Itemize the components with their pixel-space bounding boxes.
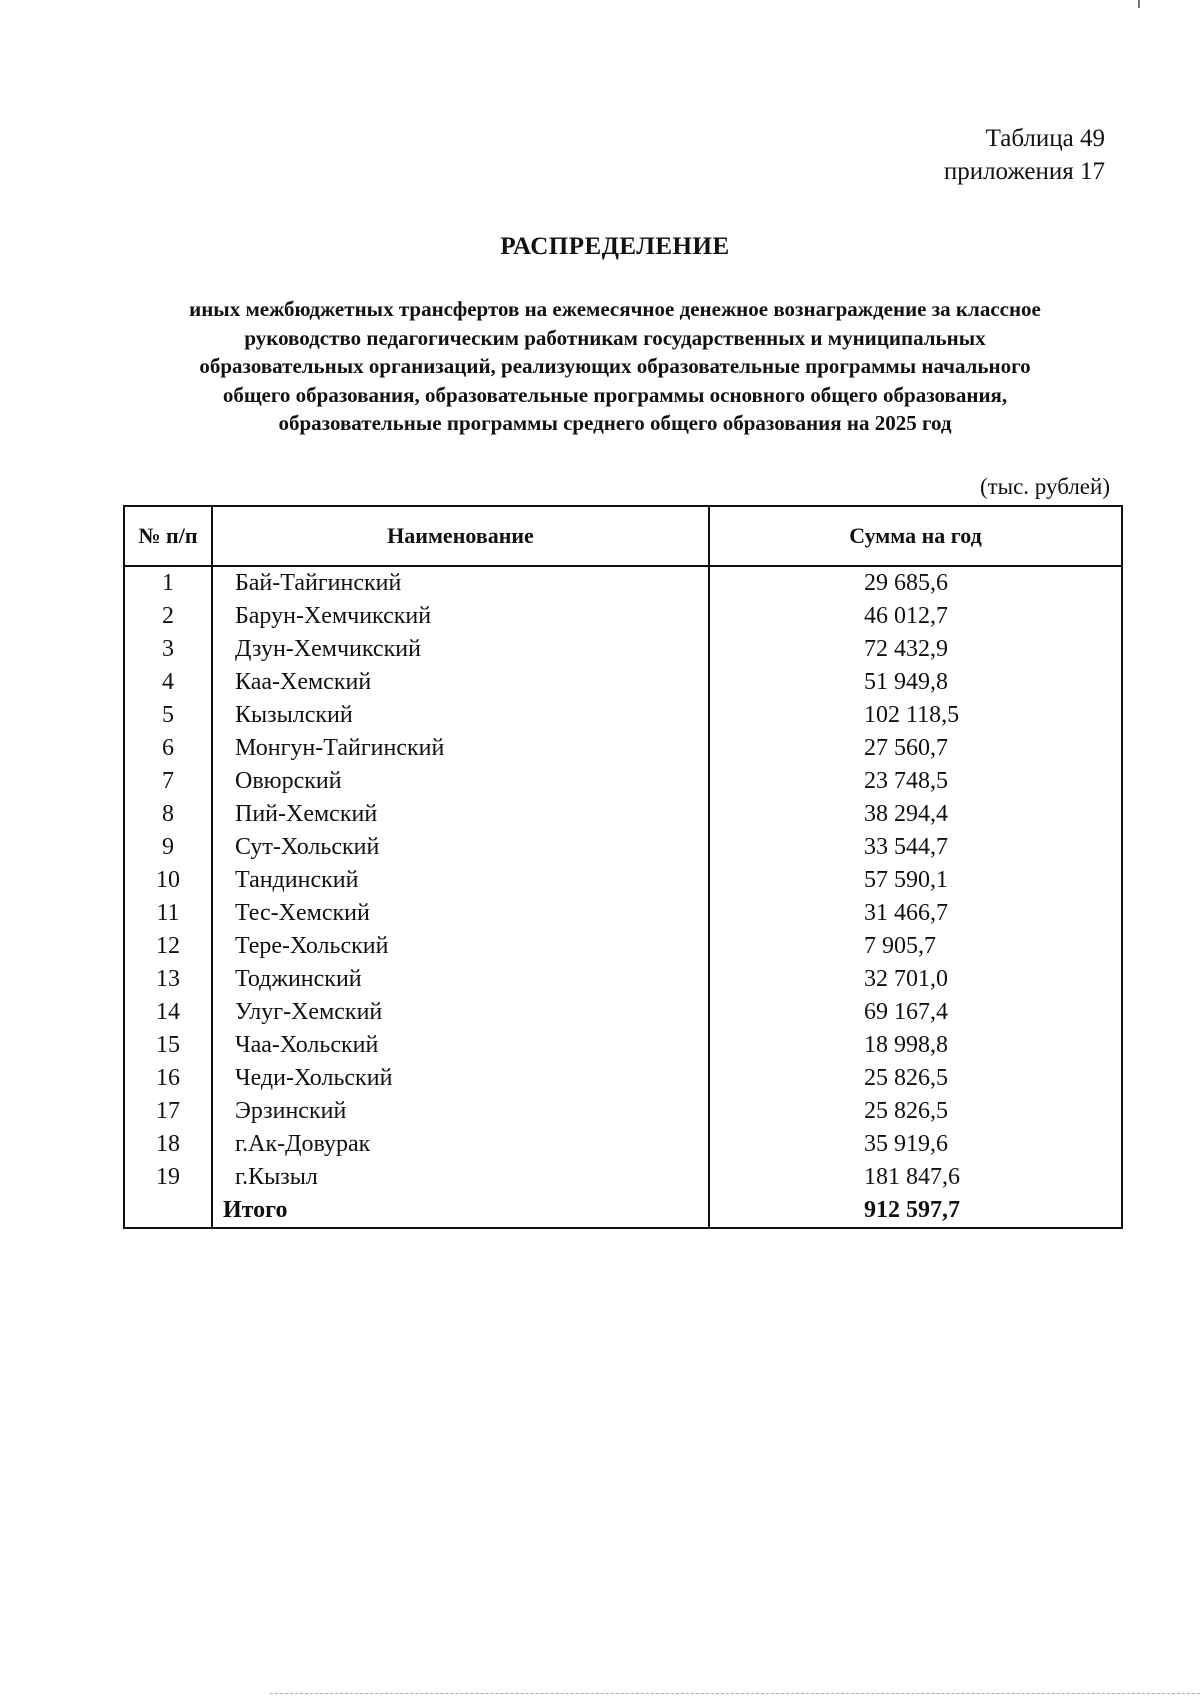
table-number: Таблица 49 (985, 125, 1105, 152)
row-name: Барун-Хемчикский (212, 600, 709, 633)
row-number: 4 (124, 666, 212, 699)
units-label: (тыс. рублей) (979, 474, 1110, 499)
table-row (124, 1128, 1122, 1161)
row-name: Эрзинский (212, 1095, 709, 1128)
row-sum: 7 905,7 (709, 930, 1122, 963)
table-row (124, 1029, 1122, 1062)
row-number: 5 (124, 699, 212, 732)
row-number: 13 (124, 963, 212, 996)
row-name: Тес-Хемский (212, 897, 709, 930)
row-number: 6 (124, 732, 212, 765)
row-number: 15 (124, 1029, 212, 1062)
row-sum: 46 012,7 (709, 600, 1122, 633)
row-sum: 31 466,7 (709, 897, 1122, 930)
table-row (124, 864, 1122, 897)
row-number: 3 (124, 633, 212, 666)
subtitle-line: образовательные программы среднего общего образования на 2025 год (278, 411, 952, 435)
row-name: Тандинский (212, 864, 709, 897)
table-row (124, 798, 1122, 831)
row-number: 16 (124, 1062, 212, 1095)
row-sum: 27 560,7 (709, 732, 1122, 765)
table-row (124, 666, 1122, 699)
table-row (124, 765, 1122, 798)
row-name: Чеди-Хольский (212, 1062, 709, 1095)
distribution-table (123, 505, 1123, 1229)
table-row (124, 633, 1122, 666)
total-sum: 912 597,7 (709, 1194, 1122, 1228)
row-number: 14 (124, 996, 212, 1029)
row-number: 17 (124, 1095, 212, 1128)
row-sum: 18 998,8 (709, 1029, 1122, 1062)
subtitle-line: руководство педагогическим работникам государственных и муниципальных (244, 325, 986, 350)
row-name: Овюрский (212, 765, 709, 798)
row-number: 18 (124, 1128, 212, 1161)
row-number: 19 (124, 1161, 212, 1194)
table-row (124, 566, 1122, 600)
table-row (124, 1062, 1122, 1095)
header-sum: Сумма на год (709, 506, 1122, 566)
row-sum: 57 590,1 (709, 864, 1122, 897)
row-sum: 51 949,8 (709, 666, 1122, 699)
row-sum: 69 167,4 (709, 996, 1122, 1029)
row-number: 10 (124, 864, 212, 897)
row-sum: 32 701,0 (709, 963, 1122, 996)
row-sum: 33 544,7 (709, 831, 1122, 864)
document-subtitle (120, 295, 1110, 438)
table-reference (944, 122, 1105, 188)
row-name: Сут-Хольский (212, 831, 709, 864)
row-sum: 35 919,6 (709, 1128, 1122, 1161)
row-sum: 181 847,6 (709, 1161, 1122, 1194)
row-number: 1 (124, 566, 212, 600)
table-row (124, 897, 1122, 930)
row-number: 7 (124, 765, 212, 798)
row-name: г.Ак-Довурак (212, 1128, 709, 1161)
row-number: 11 (124, 897, 212, 930)
row-name: Дзун-Хемчикский (212, 633, 709, 666)
row-name: Каа-Хемский (212, 666, 709, 699)
table-header-row (124, 506, 1122, 566)
subtitle-line: иных межбюджетных трансфертов на ежемесячное денежное вознаграждение за классное (189, 297, 1041, 321)
table-row (124, 996, 1122, 1029)
row-name: Пий-Хемский (212, 798, 709, 831)
row-name: Кызылский (212, 699, 709, 732)
document-title: РАСПРЕДЕЛЕНИЕ (500, 233, 730, 260)
row-sum: 38 294,4 (709, 798, 1122, 831)
total-number-cell (124, 1194, 212, 1228)
scan-artifact (1138, 0, 1140, 8)
row-sum: 72 432,9 (709, 633, 1122, 666)
table-row (124, 1161, 1122, 1194)
table-row (124, 1095, 1122, 1128)
row-name: Тере-Хольский (212, 930, 709, 963)
table-row (124, 963, 1122, 996)
row-name: Тоджинский (212, 963, 709, 996)
row-name: Монгун-Тайгинский (212, 732, 709, 765)
row-number: 9 (124, 831, 212, 864)
row-name: г.Кызыл (212, 1161, 709, 1194)
row-number: 8 (124, 798, 212, 831)
subtitle-line: общего образования, образовательные программы основного общего образования, (222, 382, 1008, 407)
row-sum: 102 118,5 (709, 699, 1122, 732)
header-number: № п/п (124, 506, 212, 566)
subtitle-line: образовательных организаций, реализующих образовательные программы начального (199, 354, 1031, 378)
scan-artifact (270, 1693, 1200, 1695)
appendix-number: приложения 17 (943, 158, 1105, 185)
table-row (124, 699, 1122, 732)
row-name: Чаа-Хольский (212, 1029, 709, 1062)
row-sum: 23 748,5 (709, 765, 1122, 798)
row-number: 12 (124, 930, 212, 963)
row-sum: 25 826,5 (709, 1095, 1122, 1128)
row-number: 2 (124, 600, 212, 633)
total-label: Итого (212, 1194, 709, 1228)
row-name: Бай-Тайгинский (212, 566, 709, 600)
table-row (124, 600, 1122, 633)
table-total-row (124, 1194, 1122, 1228)
table-row (124, 732, 1122, 765)
row-sum: 25 826,5 (709, 1062, 1122, 1095)
table-row (124, 831, 1122, 864)
table-row (124, 930, 1122, 963)
row-name: Улуг-Хемский (212, 996, 709, 1029)
header-name: Наименование (212, 506, 709, 566)
row-sum: 29 685,6 (709, 566, 1122, 600)
